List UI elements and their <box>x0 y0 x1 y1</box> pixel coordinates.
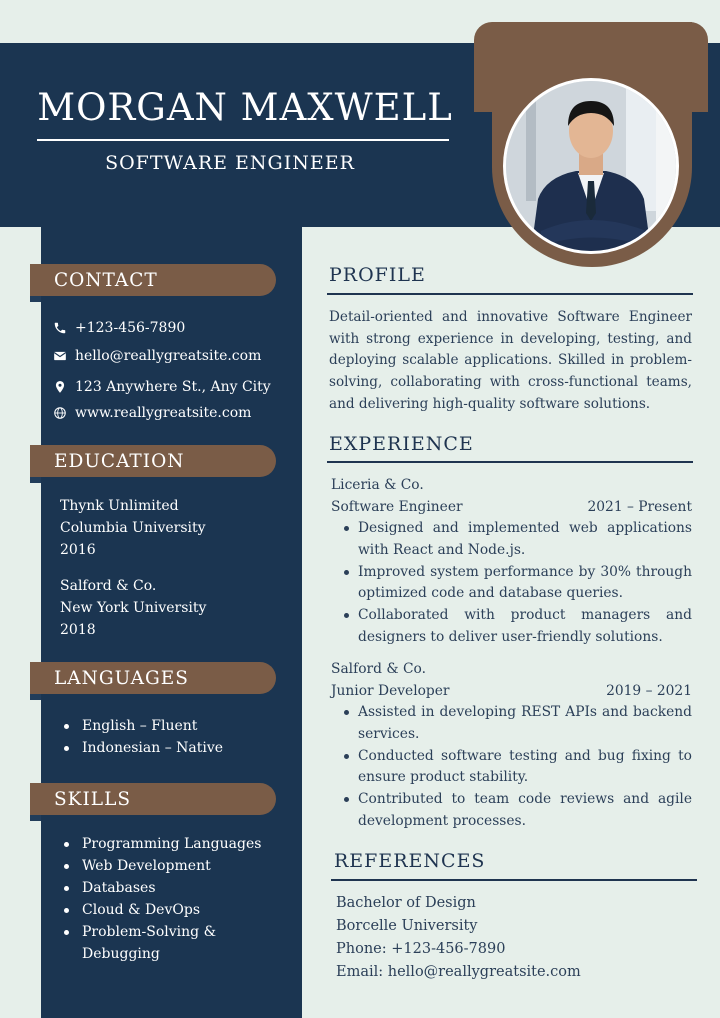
language-item: Indonesian – Native <box>60 737 223 759</box>
skills-heading: SKILLS <box>30 783 276 815</box>
job-role: Software Engineer <box>331 499 463 515</box>
job-bullet: Contributed to team code reviews and agile development processes. <box>331 789 692 833</box>
education-school: Salford & Co. <box>60 578 157 594</box>
languages-list <box>60 715 223 759</box>
skill-item: Databases <box>60 877 275 899</box>
skill-item: Programming Languages <box>60 833 275 855</box>
education-entry <box>60 575 206 641</box>
experience-entry <box>331 658 692 833</box>
job-bullet: Conducted software testing and bug fixing to ensure product stability. <box>331 746 692 790</box>
job-bullet: Assisted in developing REST APIs and backend services. <box>331 702 692 746</box>
job-role: Junior Developer <box>331 683 450 699</box>
job-bullets <box>331 518 692 649</box>
skill-item: Web Development <box>60 855 275 877</box>
reference-phone-value: +123-456-7890 <box>391 941 506 957</box>
education-university: New York University <box>60 600 207 616</box>
location-pin-icon <box>53 380 67 394</box>
profile-text: Detail-oriented and innovative Software Engineer with strong experience in developing, testing, and deploying scalable applications. Skilled in problem-solving, collaborating with cross-functional teams, and delivering high-quality software solutions. <box>329 309 692 412</box>
candidate-title: SOFTWARE ENGINEER <box>105 152 355 174</box>
job-bullet: Collaborated with product managers and designers to deliver user-friendly solutions. <box>331 605 692 649</box>
experience-heading: EXPERIENCE <box>329 433 474 455</box>
phone-icon <box>53 321 67 335</box>
job-company: Salford & Co. <box>331 661 426 677</box>
job-company: Liceria & Co. <box>331 477 424 493</box>
job-bullet: Improved system performance by 30% through optimized code and database queries. <box>331 562 692 606</box>
job-dates: 2021 – Present <box>587 499 692 515</box>
contact-heading: CONTACT <box>30 264 276 296</box>
profile-photo <box>503 78 679 254</box>
languages-heading: LANGUAGES <box>30 662 276 694</box>
job-bullet: Designed and implemented web applications with React and Node.js. <box>331 518 692 562</box>
candidate-name: MORGAN MAXWELL <box>37 86 453 129</box>
reference-email-label: Email: <box>336 964 384 980</box>
education-heading: EDUCATION <box>30 445 276 477</box>
language-item: English – Fluent <box>60 715 223 737</box>
contact-phone <box>53 320 185 336</box>
globe-icon <box>53 406 67 420</box>
education-year: 2016 <box>60 542 96 558</box>
skills-list <box>60 833 275 965</box>
job-dates: 2019 – 2021 <box>606 683 692 699</box>
reference-email-value: hello@reallygreatsite.com <box>387 964 581 980</box>
reference-degree: Bachelor of Design <box>336 895 476 911</box>
name-divider <box>37 139 449 141</box>
website-text: www.reallygreatsite.com <box>75 405 252 421</box>
address-text: 123 Anywhere St., Any City <box>75 379 271 395</box>
skill-item: Cloud & DevOps <box>60 899 275 921</box>
education-school: Thynk Unlimited <box>60 498 179 514</box>
contact-address <box>53 379 271 395</box>
reference-email <box>336 961 696 984</box>
contact-email <box>53 348 261 364</box>
experience-divider <box>327 461 693 463</box>
reference-phone <box>336 938 696 961</box>
reference-university: Borcelle University <box>336 918 478 934</box>
contact-website <box>53 405 251 421</box>
job-bullets <box>331 702 692 833</box>
education-university: Columbia University <box>60 520 206 536</box>
references-divider <box>331 879 697 881</box>
phone-text: +123-456-7890 <box>75 320 186 336</box>
education-entry <box>60 495 206 561</box>
experience-entry <box>331 474 692 649</box>
profile-divider <box>327 293 693 295</box>
reference-phone-label: Phone: <box>336 941 387 957</box>
profile-heading: PROFILE <box>329 264 426 286</box>
mail-icon <box>53 349 67 363</box>
email-text: hello@reallygreatsite.com <box>75 348 262 364</box>
education-year: 2018 <box>60 622 96 638</box>
skill-item: Problem-Solving & Debugging <box>60 921 275 965</box>
references-heading: REFERENCES <box>334 850 486 872</box>
reference-entry <box>336 892 696 984</box>
